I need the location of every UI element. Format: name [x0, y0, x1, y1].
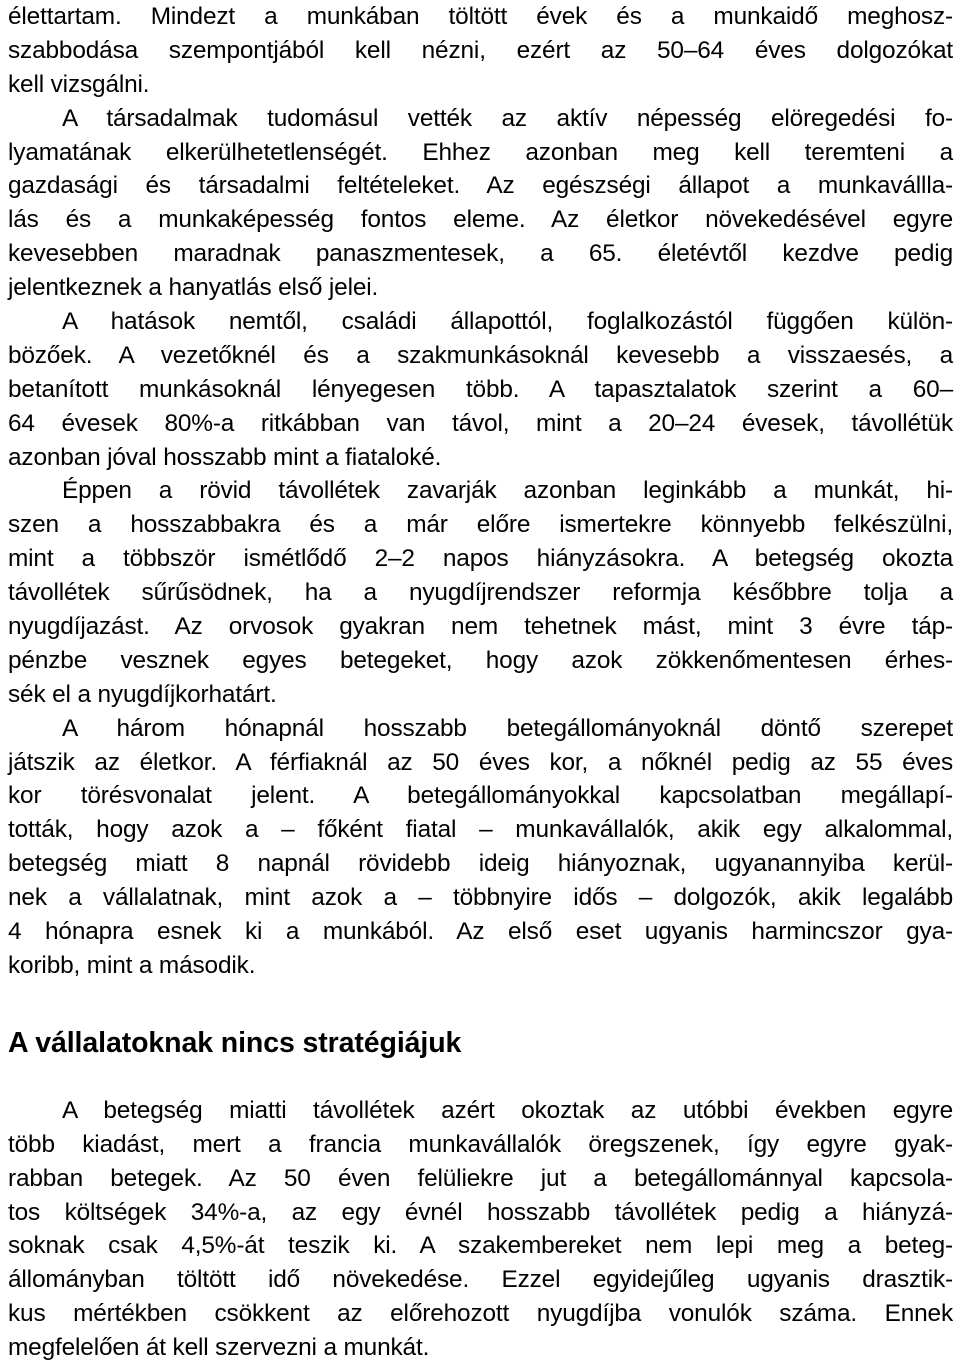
- text-line: pénzbe vesznek egyes betegeket, hogy azok zökkenőmentesen érhes-: [8, 646, 953, 674]
- text-line: állományban töltött idő növekedése. Ezzel egyidejűleg ugyanis drasztik-: [8, 1266, 953, 1294]
- paragraph: [8, 102, 953, 305]
- text-line: A három hónapnál hosszabb betegállományoknál döntő szerepet: [62, 714, 953, 742]
- text-line: kell vizsgálni.: [8, 70, 150, 98]
- text-line: megfelelően át kell szervezni a munkát.: [8, 1334, 430, 1362]
- spacer: [8, 1061, 953, 1094]
- section-heading: A vállalatoknak nincs stratégiájuk: [8, 1026, 462, 1059]
- text-line: tos költségek 34%-a, az egy évnél hosszabb távollétek pedig a hiányzá-: [8, 1198, 953, 1226]
- text-line: távollétek sűrűsödnek, ha a nyugdíjrendszer reformja későbbre tolja a: [8, 579, 953, 607]
- text-line: Éppen a rövid távollétek zavarják azonban leginkább a munkát, hi-: [62, 477, 953, 505]
- text-line: kevesebben maradnak panaszmentesek, a 65. életévtől kezdve pedig: [8, 240, 953, 268]
- text-line: kor törésvonalat jelent. A betegállományokkal kapcsolatban megállapí-: [8, 782, 953, 810]
- spacer: [8, 983, 953, 1025]
- paragraph: [8, 0, 953, 102]
- text-line: betegség miatt 8 napnál rövidebb ideig hiányoznak, ugyanannyiba kerül-: [8, 850, 953, 878]
- text-line: élettartam. Mindezt a munkában töltött évek és a munkaidő meghosz-: [8, 3, 953, 30]
- text-line: kus mértékben csökkent az előrehozott nyugdíjba vonulók száma. Ennek: [8, 1300, 953, 1328]
- text-line: sék el a nyugdíjkorhatárt.: [8, 680, 277, 708]
- text-line: koribb, mint a második.: [8, 951, 256, 979]
- paragraph: [8, 712, 953, 983]
- text-line: 64 évesek 80%-a ritkábban van távol, mint a 20–24 évesek, távollétük: [8, 409, 953, 437]
- text-line: 4 hónapra esnek ki a munkából. Az első eset ugyanis harmincszor gya-: [8, 918, 953, 946]
- text-line: A hatások nemtől, családi állapottól, foglalkozástól függően külön-: [62, 308, 953, 336]
- text-line: azonban jóval hosszabb mint a fiataloké.: [8, 443, 442, 471]
- text-line: A betegség miatti távollétek azért okoztak az utóbbi években egyre: [62, 1096, 953, 1124]
- paragraph: [8, 305, 953, 474]
- text-line: szen a hosszabbakra és a már előre ismertekre könnyebb felkészülni,: [8, 511, 953, 539]
- text-line: több kiadást, mert a francia munkavállalók öregszenek, így egyre gyak-: [8, 1130, 953, 1158]
- text-line: nyugdíjazást. Az orvosok gyakran nem tehetnek mást, mint 3 évre táp-: [8, 613, 953, 641]
- paragraph: [8, 1094, 953, 1365]
- text-line: A társadalmak tudomásul vették az aktív népesség elöregedési fo-: [62, 104, 953, 132]
- text-line: bözőek. A vezetőknél és a szakmunkásoknál kevesebb a visszaesés, a: [8, 341, 953, 369]
- document-page: [8, 0, 953, 1365]
- text-line: soknak csak 4,5%-át teszik ki. A szakembereket nem lepi meg a beteg-: [8, 1232, 953, 1260]
- text-line: rabban betegek. Az 50 éven felüliekre jut a betegállománnyal kapcsola-: [8, 1164, 953, 1192]
- text-line: betanított munkásoknál lényegesen több. A tapasztalatok szerint a 60–: [8, 375, 953, 403]
- text-line: lás és a munkaképesség fontos eleme. Az életkor növekedésével egyre: [8, 206, 953, 234]
- paragraph: [8, 474, 953, 711]
- text-line: lyamatának elkerülhetetlenségét. Ehhez azonban meg kell teremteni a: [8, 138, 953, 166]
- text-line: játszik az életkor. A férfiaknál az 50 éves kor, a nőknél pedig az 55 éves: [8, 748, 953, 776]
- text-line: tották, hogy azok a – főként fiatal – munkavállalók, akik egy alkalommal,: [8, 816, 953, 844]
- text-line: mint a többször ismétlődő 2–2 napos hiányzásokra. A betegség okozta: [8, 545, 953, 573]
- text-line: szabbodása szempontjából kell nézni, ezért az 50–64 éves dolgozókat: [8, 36, 953, 64]
- text-line: nek a vállalatnak, mint azok a – többnyire idős – dolgozók, akik legalább: [8, 884, 953, 912]
- text-line: gazdasági és társadalmi feltételeket. Az egészségi állapot a munkavállla-: [8, 172, 953, 200]
- text-line: jelentkeznek a hanyatlás első jelei.: [8, 274, 379, 302]
